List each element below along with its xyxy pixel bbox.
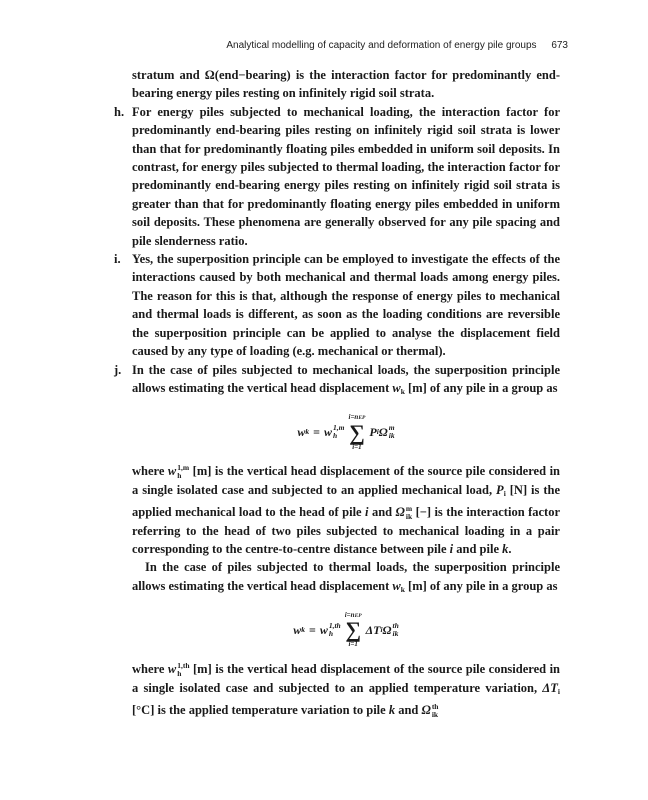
running-header <box>226 40 568 51</box>
list-item-h <box>0 103 560 250</box>
paragraph: Yes, the superposition principle can be employed to investigate the effects of the interactions caused by both mechanical and thermal loads among energy piles. The reason for this is that, although the response of energy piles to mechanical and thermal loads is different, as soon as the loading conditions are reversible the superposition principle can be applied to analyse the displacement field caused by any type of loading (e.g. mechanical or thermal). <box>132 252 560 359</box>
paragraph: In the case of piles subjected to mechanical loads, the superposition principle allows estimating the vertical head displacement $w_k$ [m] of any pile in a group as <box>132 362 560 396</box>
list-item-j <box>0 361 560 720</box>
summation: i=nEP ∑ i=1 <box>348 413 366 451</box>
summation: i=nEP ∑ i=1 <box>344 610 362 649</box>
running-title: Analytical modelling of capacity and deformation of energy pile groups <box>226 40 537 51</box>
page-body <box>0 66 648 719</box>
equation-mechanical: w k = w 1,m h i=nEP ∑ i=1 P i Ω m ik <box>297 413 395 451</box>
equation-thermal: w k = w 1,th h i=nEP ∑ i=1 ΔT i Ω th ik <box>293 610 399 649</box>
list-item-g-continuation <box>0 66 560 103</box>
list-item-i <box>0 250 560 360</box>
list-marker: i. <box>114 252 121 267</box>
paragraph: where w 1,th h [m] is the vertical head displacement of the source pile considered in a single isolated case and subjected to an applied temperature variation, $\Delta T_i$ [°C] is the applied temperature variation to pile k and Ω th ik <box>132 661 560 720</box>
paragraph: For energy piles subjected to mechanical loading, the interaction factor for predominantly end-bearing piles resting on infinitely rigid soil strata is lower than that for predominantly floating piles embedded in uniform soil deposits. In contrast, for energy piles subjected to thermal loading, the interaction factor for predominantly end-bearing energy piles resting on infinitely rigid soil strata is greater than that for predominantly floating energy piles embedded in uniform soil deposits. These phenomena are generally observed for any pile spacing and pile slenderness ratio. <box>132 104 560 248</box>
paragraph: stratum and Ω(end−bearing) is the interaction factor for predominantly end-bearing energy piles resting on infinitely rigid soil strata. <box>132 68 560 101</box>
page-number: 673 <box>551 40 568 51</box>
paragraph: where w 1,m h [m] is the vertical head displacement of the source pile considered in a single isolated case and subjected to an applied mechanical load, $P_i$ [N] is the applied mechanical load to the head of pile i and Ω m ik [−] is the interaction factor referring to the head of two piles subjected to mechanical loading in a pair corresponding to the centre-to-centre distance between pile i and pile k. <box>132 463 561 556</box>
list-marker: h. <box>114 104 125 119</box>
paragraph: In the case of piles subjected to thermal loads, the superposition principle allows estimating the vertical head displacement $w_k$ [m] of any pile in a group as <box>132 560 560 594</box>
list-marker: j. <box>114 362 122 377</box>
